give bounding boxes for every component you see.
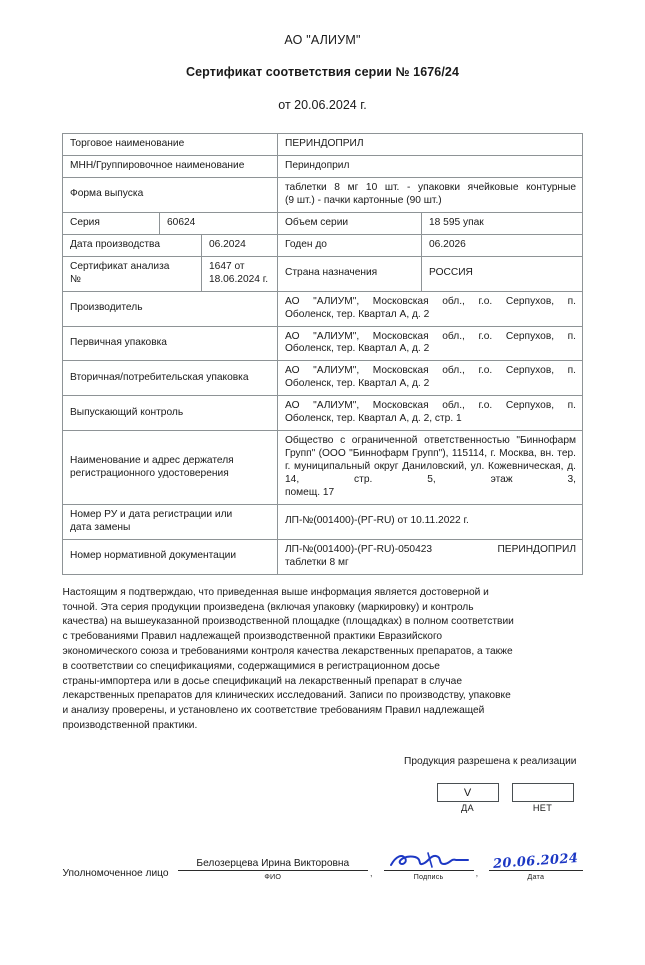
production-date-label: Дата производства: [62, 234, 201, 256]
declaration-line-1: Настоящим я подтверждаю, что приведенная выше информация является достоверной и: [62, 586, 489, 598]
registration-holder-line-4: Даниловский, ул. Кожевническая, д. 14, стр. 5, этаж 3,: [285, 461, 577, 486]
signature-field: [384, 852, 474, 881]
secondary-packaging-label: Вторичная/потребительская упаковка: [62, 361, 277, 396]
authorized-person-name-caption: ФИО: [264, 871, 282, 881]
primary-packaging-value: [278, 326, 583, 361]
declaration-line-7: страны-импортера или в досье спецификаций на лекарственный препарат в случае: [62, 675, 463, 687]
expiry-label: Годен до: [278, 234, 422, 256]
release-approval-checkboxes: [437, 783, 574, 813]
release-control-label: Выпускающий контроль: [62, 396, 277, 431]
registration-holder-line-5: помещ. 17: [285, 487, 335, 499]
table-row: [62, 431, 582, 505]
declaration-line-4: с требованиями Правил надлежащей производственной практики Евразийского: [62, 631, 443, 643]
analysis-certificate-label-line-1: Сертификат анализа: [69, 260, 170, 272]
normative-document-label: Номер нормативной документации: [62, 539, 277, 574]
declaration-line-3: качества) на вышеуказанной производственной площадке (площадках) в полном соответствии: [62, 616, 514, 628]
release-yes-cell: [437, 783, 499, 813]
normative-document-value: [278, 539, 583, 574]
registration-number-value: ЛП-№(001400)-(РГ-RU) от 10.11.2022 г.: [278, 505, 583, 540]
production-date-value: 06.2024: [201, 234, 277, 256]
signature-date-caption: Дата: [527, 871, 545, 881]
release-yes-checkbox[interactable]: V: [437, 783, 499, 802]
declaration-line-5: экономического союза и требованиями контроля качества лекарственных препаратов, а также: [62, 645, 513, 657]
release-no-cell: [512, 783, 574, 813]
series-label: Серия: [62, 212, 159, 234]
declaration-paragraph: [63, 586, 583, 734]
analysis-certificate-label: [62, 256, 201, 291]
table-row: [62, 234, 582, 256]
company-name: АО "АЛИУМ": [284, 33, 361, 47]
table-row: [62, 134, 582, 156]
primary-packaging-label: Первичная упаковка: [62, 326, 277, 361]
document-date: от 20.06.2024 г.: [278, 98, 367, 112]
table-row: [62, 396, 582, 431]
release-control-value: [278, 396, 583, 431]
authorized-person-name: Белозерцева Ирина Викторовна: [178, 858, 368, 871]
registration-holder-line-2: "Биннофарм Групп" (ООО "Биннофарм Групп"), 115114,: [285, 435, 577, 460]
secondary-packaging-value: [278, 361, 583, 396]
manufacturer-line-1: АО "АЛИУМ", Московская обл., г.о. Серпухов, п.: [285, 295, 577, 307]
release-approval-section: [63, 756, 583, 834]
registration-number-label-line-1: Номер РУ и дата регистрации или: [69, 509, 233, 521]
dosage-form-line-2: (9 шт.) - пачки картонные (90 шт.): [285, 194, 442, 206]
table-row: [62, 291, 582, 326]
trade-name-label: Торговое наименование: [62, 134, 277, 156]
table-row: [62, 177, 582, 212]
release-no-checkbox[interactable]: [512, 783, 574, 802]
normative-document-product: ПЕРИНДОПРИЛ: [497, 543, 577, 555]
registration-holder-label: [62, 431, 277, 505]
table-row: [62, 326, 582, 361]
release-yes-label: ДА: [461, 802, 474, 813]
declaration-line-8: лекарственных препаратов для клинических исследований. Записи по производству, упаковке: [62, 690, 511, 702]
registration-number-label: [62, 505, 277, 540]
table-row: [62, 505, 582, 540]
registration-holder-label-line-2: регистрационного удостоверения: [69, 467, 229, 479]
declaration-line-6: в соответствии со спецификациями, содержащимися в регистрационном досье: [62, 660, 440, 672]
series-value: 60624: [159, 212, 277, 234]
authorized-person-role: Уполномоченное лицо: [62, 867, 169, 879]
document-header: [0, 33, 645, 112]
table-row: [62, 361, 582, 396]
declaration-line-10: производственной практики.: [62, 719, 198, 731]
dosage-form-label: Форма выпуска: [62, 177, 277, 212]
dosage-form-value: [278, 177, 583, 212]
inn-label: МНН/Группировочное наименование: [62, 155, 277, 177]
declaration-line-2: точной. Эта серия продукции произведена (включая упаковку (маркировку) и контроль: [62, 601, 474, 613]
analysis-certificate-label-line-2: №: [69, 273, 81, 285]
trade-name-value: ПЕРИНДОПРИЛ: [278, 134, 583, 156]
volume-label: Объем серии: [278, 212, 422, 234]
normative-document-line-2: таблетки 8 мг: [285, 556, 349, 568]
dosage-form-line-1: таблетки 8 мг 10 шт. - упаковки ячейковые контурные: [285, 181, 577, 193]
analysis-certificate-value-line-2: 18.06.2024 г.: [208, 273, 269, 285]
signature-separator-1: ,: [370, 867, 373, 878]
table-row: [62, 539, 582, 574]
registration-number-label-line-2: дата замены: [69, 521, 131, 533]
table-row: [62, 155, 582, 177]
primary-packaging-line-1: АО "АЛИУМ", Московская обл., г.о. Серпухов, п.: [285, 330, 577, 342]
declaration-line-9: и анализу проверены, и установлено их соответствие требованиям Правил надлежащей: [62, 705, 485, 717]
primary-packaging-line-2: Оболенск, тер. Квартал А, д. 2: [285, 343, 430, 355]
release-approval-text: Продукция разрешена к реализации: [404, 755, 577, 767]
volume-value: 18 595 упак: [422, 212, 583, 234]
registration-holder-line-1: Общество с ограниченной ответственностью: [285, 435, 510, 447]
secondary-packaging-line-2: Оболенск, тер. Квартал А, д. 2: [285, 378, 430, 390]
signature-mark-icon: [388, 852, 470, 869]
release-control-line-1: АО "АЛИУМ", Московская обл., г.о. Серпухов, п.: [285, 400, 577, 412]
signature-separator-2: ,: [475, 867, 479, 878]
signature-caption: Подпись: [413, 871, 444, 881]
secondary-packaging-line-1: АО "АЛИУМ", Московская обл., г.о. Серпухов, п.: [285, 365, 577, 377]
release-no-label: НЕТ: [532, 802, 553, 813]
authorized-person-name-field: [178, 858, 368, 881]
destination-country-value: РОССИЯ: [422, 256, 583, 291]
registration-holder-label-line-1: Наименование и адрес держателя: [69, 454, 234, 466]
handwritten-signature: [384, 852, 474, 871]
certificate-page: [0, 33, 645, 965]
table-row: [62, 256, 582, 291]
normative-document-code: ЛП-№(001400)-(РГ-RU)-050423: [285, 543, 433, 555]
analysis-certificate-value-line-1: 1647 от: [208, 260, 245, 272]
table-row: [62, 212, 582, 234]
signature-date-field: [489, 850, 582, 881]
manufacturer-value: [278, 291, 583, 326]
signature-date-value: 20.06.2024: [492, 850, 579, 872]
page-title: Сертификат соответствия серии № 1676/24: [185, 65, 460, 79]
manufacturer-label: Производитель: [62, 291, 277, 326]
destination-country-label: Страна назначения: [278, 256, 422, 291]
certificate-details-table: [62, 133, 583, 575]
registration-holder-line-3: г. Москва, вн. тер. г. муниципальный округ: [285, 448, 576, 473]
inn-value: Периндоприл: [278, 155, 583, 177]
signature-block: [63, 852, 583, 881]
registration-holder-value: [278, 431, 583, 505]
signature-date-line: [489, 850, 582, 872]
manufacturer-line-2: Оболенск, тер. Квартал А, д. 2: [285, 308, 430, 320]
release-control-line-2: Оболенск, тер. Квартал А, д. 2, стр. 1: [285, 413, 462, 425]
analysis-certificate-value: [201, 256, 277, 291]
expiry-value: 06.2026: [422, 234, 583, 256]
